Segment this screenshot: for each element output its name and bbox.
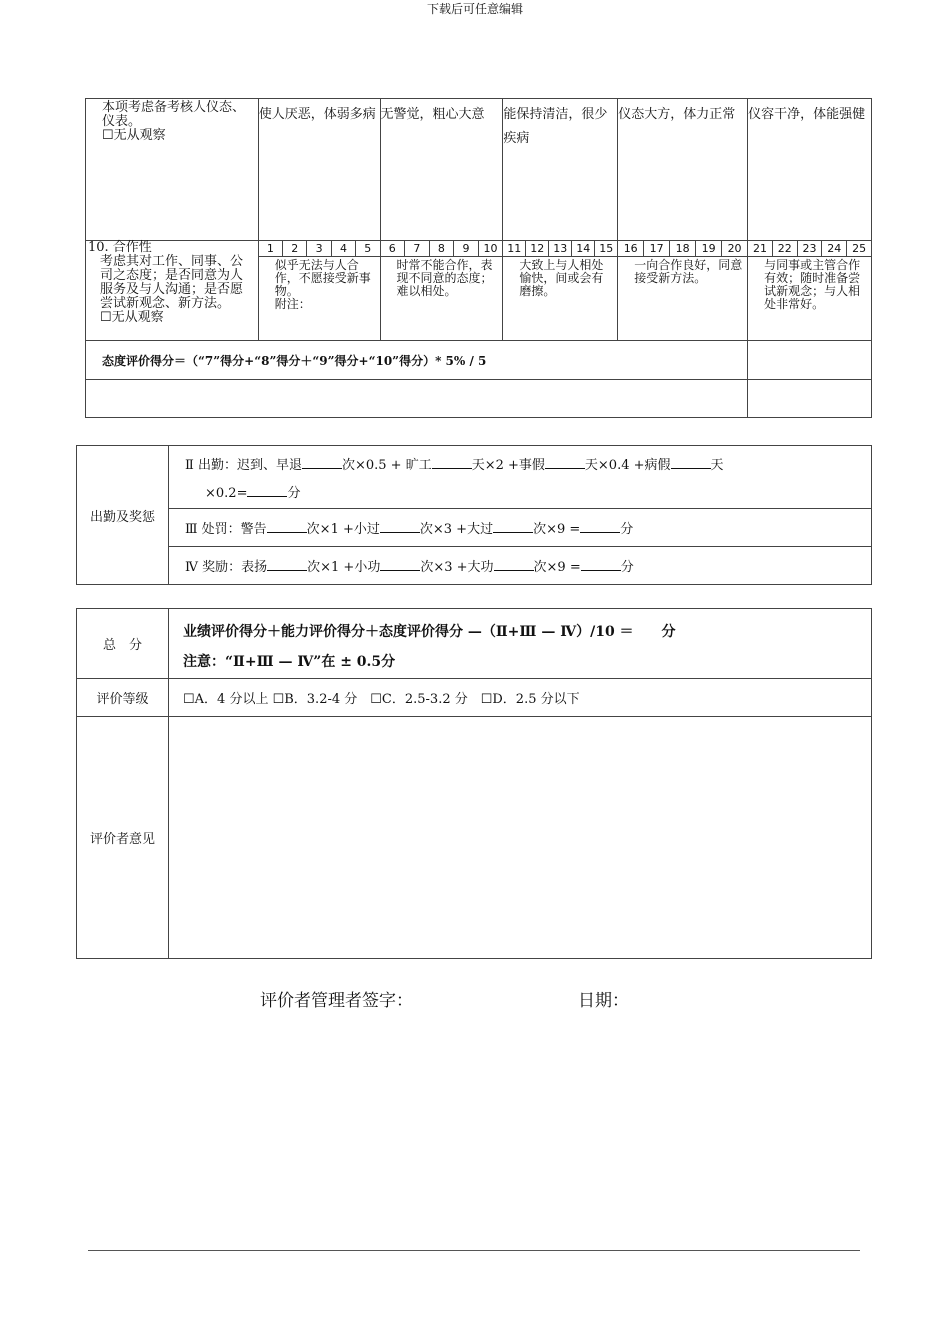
score-option[interactable]: 9 xyxy=(453,241,478,256)
reward-score-field[interactable] xyxy=(581,558,621,571)
reward-line xyxy=(169,547,872,585)
score-option[interactable]: 12 xyxy=(525,241,548,256)
cooperation-level-5-cell xyxy=(748,241,872,341)
total-label: 总 分 xyxy=(77,609,169,679)
penalty-text: 次×9 = xyxy=(533,522,581,537)
major-demerit-field[interactable] xyxy=(493,520,533,533)
score-option[interactable]: 6 xyxy=(388,242,396,255)
reward-text: 次×1 +小功 xyxy=(307,560,381,575)
evaluation-table xyxy=(85,98,872,418)
appearance-level-4: 仪态大方，体力正常 xyxy=(618,99,748,241)
reward-text: 次×9 = xyxy=(533,560,581,575)
appearance-desc: 本项考虑备考核人仪态、仪表。 xyxy=(102,100,246,129)
attendance-text: 分 xyxy=(287,486,301,501)
cooperation-level-5: 与同事或主管合作有效；随时准备尝试新观念；与人相处非常好。 xyxy=(764,258,861,311)
cooperation-desc: 考虑其对工作、同事、公司之态度；是否同意为人服务及与人沟通；是否愿尝试新观念、新方法。 xyxy=(100,254,244,311)
score-option[interactable]: 18 xyxy=(669,241,695,256)
score-option[interactable]: 7 xyxy=(404,241,429,256)
score-option[interactable]: 19 xyxy=(695,241,721,256)
score-option[interactable]: 4 xyxy=(331,241,355,256)
total-note: 注意：“Ⅱ+Ⅲ — Ⅳ”在 ± 0.5分 xyxy=(183,654,396,670)
attitude-formula: 态度评价得分＝（“7”得分+“8”得分＋“9”得分+“10”得分）* 5% / 5 xyxy=(86,341,748,380)
appearance-desc-cell xyxy=(86,99,259,241)
attendance-label: 出勤及奖惩 xyxy=(77,446,169,585)
score-option[interactable]: 3 xyxy=(306,241,330,256)
appearance-no-observation[interactable]: ☐无从观察 xyxy=(102,128,166,143)
absent-days-field[interactable] xyxy=(432,456,472,469)
score-option[interactable]: 13 xyxy=(548,241,571,256)
score-scale xyxy=(618,241,747,257)
date-label: 日期： xyxy=(578,991,629,1011)
page-header: 下载后可任意编辑 xyxy=(426,2,523,16)
score-scale xyxy=(259,241,380,257)
cooperation-title: 10. 合作性 xyxy=(88,240,152,255)
cooperation-level-3: 大致上与人相处愉快，间或会有磨擦。 xyxy=(519,258,604,298)
score-option[interactable]: 22 xyxy=(772,241,797,256)
cooperation-level-2: 时常不能合作，表现不同意的态度；难以相处。 xyxy=(396,258,493,298)
major-merit-field[interactable] xyxy=(494,558,534,571)
score-option[interactable]: 21 xyxy=(752,242,767,255)
cooperation-level-2-cell xyxy=(380,241,503,341)
appearance-level-5: 仪容干净，体能强健 xyxy=(748,99,872,241)
total-formula: 业绩评价得分＋能力评价得分＋态度评价得分 —（Ⅱ+Ⅲ — Ⅳ）/10 ＝ 分 xyxy=(183,624,676,640)
score-option[interactable]: 24 xyxy=(821,241,846,256)
reward-text: Ⅳ 奖励：表扬 xyxy=(185,560,268,575)
penalty-text: 次×3 +大过 xyxy=(419,522,494,537)
attendance-line-ii xyxy=(169,446,872,509)
score-scale xyxy=(381,241,503,257)
blank-cell[interactable] xyxy=(86,380,748,418)
late-count-field[interactable] xyxy=(302,456,342,469)
grade-label: 评价等级 xyxy=(77,679,169,717)
appearance-level-1: 使人厌恶，体弱多病 xyxy=(258,99,380,241)
attendance-text: 次×0.5 + 旷工 xyxy=(341,458,432,473)
personal-leave-field[interactable] xyxy=(545,456,585,469)
cooperation-level-1: 似乎无法与人合作，不愿接受新事物。 附注： xyxy=(274,258,371,311)
sick-leave-field[interactable] xyxy=(671,456,711,469)
score-option[interactable]: 23 xyxy=(797,241,822,256)
score-option[interactable]: 1 xyxy=(266,242,274,255)
score-option[interactable]: 17 xyxy=(643,241,669,256)
blank-score-cell[interactable] xyxy=(748,380,872,418)
score-option[interactable]: 2 xyxy=(282,241,306,256)
minor-merit-field[interactable] xyxy=(380,558,420,571)
signer-label: 评价者管理者签字： xyxy=(260,991,413,1011)
grade-options[interactable]: ☐A．4 分以上 ☐B．3.2-4 分 ☐C．2.5-3.2 分 ☐D．2.5 分以下 xyxy=(169,679,872,717)
attendance-text: 天 xyxy=(710,458,724,473)
commendation-field[interactable] xyxy=(267,558,307,571)
penalty-text: Ⅲ 处罚：警告 xyxy=(185,522,267,537)
attendance-text: Ⅱ 出勤：迟到、早退 xyxy=(185,458,302,473)
minor-demerit-field[interactable] xyxy=(380,520,420,533)
reward-text: 次×3 +大功 xyxy=(420,560,494,575)
appearance-level-2: 无警觉，粗心大意 xyxy=(380,99,503,241)
cooperation-desc-cell xyxy=(86,241,259,341)
score-option[interactable]: 16 xyxy=(623,242,638,255)
score-option[interactable]: 8 xyxy=(429,241,454,256)
score-option[interactable]: 25 xyxy=(846,241,871,256)
score-option[interactable]: 5 xyxy=(355,241,379,256)
penalty-text: 次×1 +小过 xyxy=(306,522,380,537)
opinion-field[interactable] xyxy=(169,717,872,959)
penalty-line xyxy=(169,509,872,547)
opinion-label: 评价者意见 xyxy=(77,717,169,959)
score-option[interactable]: 15 xyxy=(594,241,617,256)
attendance-text: 天×0.4 +病假 xyxy=(584,458,671,473)
cooperation-level-1-cell xyxy=(258,241,380,341)
penalty-text: 分 xyxy=(620,522,634,537)
attitude-score-cell[interactable] xyxy=(748,341,872,380)
score-option[interactable]: 14 xyxy=(571,241,594,256)
cooperation-level-4: 一向合作良好，同意接受新方法。 xyxy=(634,258,743,285)
cooperation-level-4-cell xyxy=(618,241,748,341)
cooperation-no-observation[interactable]: ☐无从观察 xyxy=(100,310,164,325)
score-option[interactable]: 10 xyxy=(478,241,503,256)
penalty-score-field[interactable] xyxy=(580,520,620,533)
score-scale xyxy=(503,241,617,257)
attendance-table xyxy=(76,445,872,585)
warning-count-field[interactable] xyxy=(267,520,307,533)
attendance-text: 天×2 +事假 xyxy=(471,458,545,473)
score-option[interactable]: 20 xyxy=(721,241,747,256)
score-option[interactable]: 11 xyxy=(507,242,522,255)
cooperation-level-3-cell xyxy=(503,241,618,341)
total-table xyxy=(76,608,872,959)
score-scale xyxy=(748,241,871,257)
attendance-text: ×0.2= xyxy=(205,486,248,501)
attendance-score-field[interactable] xyxy=(247,484,287,497)
footer-divider xyxy=(88,1250,860,1251)
total-formula-cell xyxy=(169,609,872,679)
reward-text: 分 xyxy=(620,560,634,575)
appearance-level-3: 能保持清洁，很少疾病 xyxy=(503,99,618,241)
